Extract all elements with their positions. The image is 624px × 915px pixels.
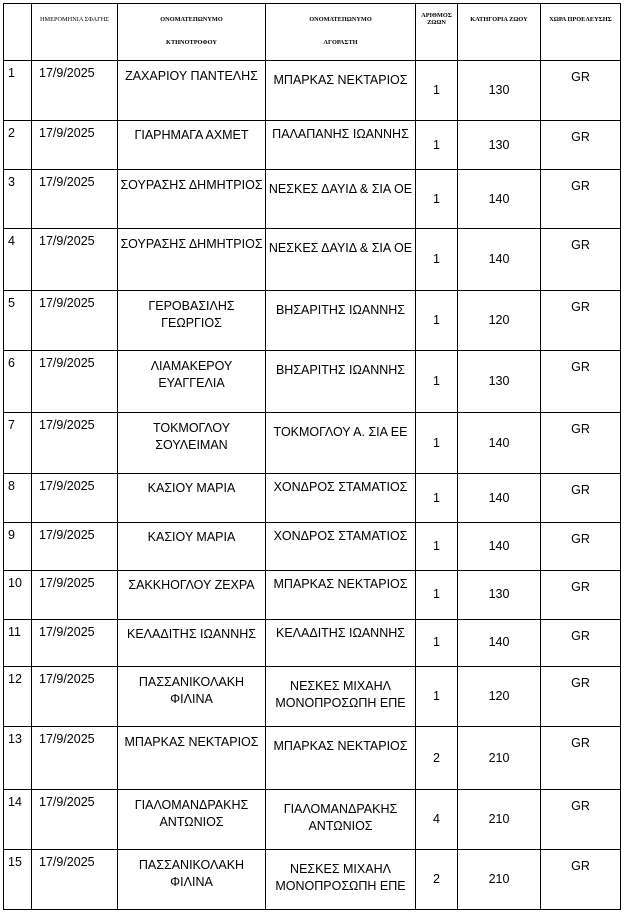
row-date: 17/9/2025 xyxy=(32,290,118,350)
row-number: 1 xyxy=(4,61,32,121)
row-animal-count: 1 xyxy=(416,351,458,413)
table-row xyxy=(4,522,621,570)
row-number: 3 xyxy=(4,169,32,228)
row-country: GR xyxy=(541,727,621,790)
row-buyer: ΝΕΣΚΕΣ ΔΑΥΙΔ & ΣΙΑ ΟΕ xyxy=(266,169,416,228)
row-animal-count: 1 xyxy=(416,571,458,619)
row-buyer: ΜΠΑΡΚΑΣ ΝΕΚΤΑΡΙΟΣ xyxy=(266,727,416,790)
header-buyer-bottom: ΑΓΟΡΑΣΤΗ xyxy=(323,39,358,46)
table-row xyxy=(4,229,621,291)
row-animal-category: 140 xyxy=(458,229,541,291)
row-country: GR xyxy=(541,571,621,619)
row-country: GR xyxy=(541,850,621,910)
row-date: 17/9/2025 xyxy=(32,850,118,910)
row-animal-category: 140 xyxy=(458,169,541,228)
header-row xyxy=(4,4,621,61)
row-date: 17/9/2025 xyxy=(32,121,118,169)
row-vendor: ΠΑΣΣΑΝΙΚΟΛΑΚΗ ΦΙΛΙΝΑ xyxy=(118,850,266,910)
row-country: GR xyxy=(541,412,621,474)
row-country: GR xyxy=(541,61,621,121)
row-country: GR xyxy=(541,290,621,350)
row-buyer: ΒΗΣΑΡΙΤΗΣ ΙΩΑΝΝΗΣ xyxy=(266,351,416,413)
row-buyer: ΧΟΝΔΡΟΣ ΣΤΑΜΑΤΙΟΣ xyxy=(266,474,416,522)
row-date: 17/9/2025 xyxy=(32,619,118,666)
row-number: 6 xyxy=(4,351,32,413)
row-country: GR xyxy=(541,229,621,291)
row-date: 17/9/2025 xyxy=(32,789,118,849)
row-animal-category: 140 xyxy=(458,619,541,666)
row-number: 5 xyxy=(4,290,32,350)
table-row xyxy=(4,619,621,666)
row-animal-count: 1 xyxy=(416,61,458,121)
row-date: 17/9/2025 xyxy=(32,727,118,790)
row-animal-category: 130 xyxy=(458,121,541,169)
row-number: 2 xyxy=(4,121,32,169)
row-animal-count: 1 xyxy=(416,666,458,726)
row-number: 10 xyxy=(4,571,32,619)
header-country xyxy=(541,4,621,61)
row-vendor: ΚΕΛΑΔΙΤΗΣ ΙΩΑΝΝΗΣ xyxy=(118,619,266,666)
table-body xyxy=(4,61,621,910)
row-vendor: ΣΟΥΡΑΣΗΣ ΔΗΜΗΤΡΙΟΣ xyxy=(118,169,266,228)
row-date: 17/9/2025 xyxy=(32,571,118,619)
header-category-label: ΚΑΤΗΓΟΡΙΑ ΖΩΟΥ xyxy=(470,15,528,23)
table-row xyxy=(4,121,621,169)
row-animal-category: 210 xyxy=(458,850,541,910)
header-count xyxy=(416,4,458,61)
row-country: GR xyxy=(541,522,621,570)
row-vendor: ΜΠΑΡΚΑΣ ΝΕΚΤΑΡΙΟΣ xyxy=(118,727,266,790)
row-number: 9 xyxy=(4,522,32,570)
row-buyer: ΜΠΑΡΚΑΣ ΝΕΚΤΑΡΙΟΣ xyxy=(266,61,416,121)
row-date: 17/9/2025 xyxy=(32,474,118,522)
row-country: GR xyxy=(541,169,621,228)
table-row xyxy=(4,290,621,350)
row-buyer: ΝΕΣΚΕΣ ΔΑΥΙΔ & ΣΙΑ ΟΕ xyxy=(266,229,416,291)
row-country: GR xyxy=(541,666,621,726)
row-animal-count: 4 xyxy=(416,789,458,849)
table-row xyxy=(4,474,621,522)
header-vendor-top: ΟΝΟΜΑΤΕΠΩΝΥΜΟ xyxy=(160,16,223,24)
row-vendor: ΖΑΧΑΡΙΟΥ ΠΑΝΤΕΛΗΣ xyxy=(118,61,266,121)
row-animal-count: 2 xyxy=(416,727,458,790)
row-animal-count: 1 xyxy=(416,522,458,570)
row-animal-category: 130 xyxy=(458,571,541,619)
row-number: 11 xyxy=(4,619,32,666)
row-buyer: ΚΕΛΑΔΙΤΗΣ ΙΩΑΝΝΗΣ xyxy=(266,619,416,666)
header-country-label: ΧΩΡΑ ΠΡΟΕΛΕΥΣΗΣ xyxy=(549,15,612,23)
row-vendor: ΚΑΣΙΟΥ ΜΑΡΙΑ xyxy=(118,474,266,522)
row-date: 17/9/2025 xyxy=(32,229,118,291)
row-buyer: ΝΕΣΚΕΣ ΜΙΧΑΗΛ ΜΟΝΟΠΡΟΣΩΠΗ ΕΠΕ xyxy=(266,850,416,910)
row-country: GR xyxy=(541,351,621,413)
row-animal-category: 130 xyxy=(458,61,541,121)
row-country: GR xyxy=(541,474,621,522)
row-number: 7 xyxy=(4,412,32,474)
row-buyer: ΤΟΚΜΟΓΛΟΥ Α. ΣΙΑ ΕΕ xyxy=(266,412,416,474)
table-row xyxy=(4,169,621,228)
row-vendor: ΣΑΚΚΗΟΓΛΟΥ ΖΕΧΡΑ xyxy=(118,571,266,619)
table-row xyxy=(4,789,621,849)
table-row xyxy=(4,351,621,413)
row-animal-count: 1 xyxy=(416,412,458,474)
header-date xyxy=(32,4,118,61)
table-row xyxy=(4,850,621,910)
header-category xyxy=(458,4,541,61)
row-animal-count: 1 xyxy=(416,121,458,169)
header-count-label: ΑΡΙΘΜΟΣ ΖΩΩΝ xyxy=(421,12,452,26)
slaughter-records-table xyxy=(3,3,621,910)
row-animal-category: 210 xyxy=(458,789,541,849)
row-buyer: ΝΕΣΚΕΣ ΜΙΧΑΗΛ ΜΟΝΟΠΡΟΣΩΠΗ ΕΠΕ xyxy=(266,666,416,726)
row-number: 15 xyxy=(4,850,32,910)
row-vendor: ΓΙΑΛΟΜΑΝΔΡΑΚΗΣ ΑΝΤΩΝΙΟΣ xyxy=(118,789,266,849)
row-animal-category: 140 xyxy=(458,474,541,522)
row-number: 4 xyxy=(4,229,32,291)
row-country: GR xyxy=(541,789,621,849)
row-number: 8 xyxy=(4,474,32,522)
row-animal-count: 1 xyxy=(416,169,458,228)
row-animal-category: 210 xyxy=(458,727,541,790)
row-date: 17/9/2025 xyxy=(32,351,118,413)
row-date: 17/9/2025 xyxy=(32,412,118,474)
row-animal-count: 1 xyxy=(416,229,458,291)
row-animal-category: 140 xyxy=(458,412,541,474)
row-animal-count: 1 xyxy=(416,290,458,350)
row-country: GR xyxy=(541,121,621,169)
row-date: 17/9/2025 xyxy=(32,522,118,570)
table-row xyxy=(4,727,621,790)
row-date: 17/9/2025 xyxy=(32,666,118,726)
header-date-label: ΗΜΕΡΟΜΗΝΙΑ ΣΦΑΓΗΣ xyxy=(40,15,109,23)
row-vendor: ΤΟΚΜΟΓΛΟΥ ΣΟΥΛΕΙΜΑΝ xyxy=(118,412,266,474)
row-buyer: ΠΑΛΑΠΑΝΗΣ ΙΩΑΝΝΗΣ xyxy=(266,121,416,169)
row-number: 14 xyxy=(4,789,32,849)
table-row xyxy=(4,666,621,726)
header-buyer-top: ΟΝΟΜΑΤΕΠΩΝΥΜΟ xyxy=(309,16,372,24)
header-vendor xyxy=(118,4,266,61)
row-animal-count: 1 xyxy=(416,474,458,522)
header-buyer xyxy=(266,4,416,61)
row-animal-count: 2 xyxy=(416,850,458,910)
row-animal-category: 120 xyxy=(458,290,541,350)
row-vendor: ΣΟΥΡΑΣΗΣ ΔΗΜΗΤΡΙΟΣ xyxy=(118,229,266,291)
row-date: 17/9/2025 xyxy=(32,61,118,121)
row-animal-category: 130 xyxy=(458,351,541,413)
row-date: 17/9/2025 xyxy=(32,169,118,228)
row-animal-category: 120 xyxy=(458,666,541,726)
header-vendor-bottom: ΚΤΗΝΟΤΡΟΦΟΥ xyxy=(166,39,217,46)
row-vendor: ΚΑΣΙΟΥ ΜΑΡΙΑ xyxy=(118,522,266,570)
table-row xyxy=(4,571,621,619)
row-buyer: ΓΙΑΛΟΜΑΝΔΡΑΚΗΣ ΑΝΤΩΝΙΟΣ xyxy=(266,789,416,849)
row-vendor: ΛΙΑΜΑΚΕΡΟΥ ΕΥΑΓΓΕΛΙΑ xyxy=(118,351,266,413)
row-buyer: ΧΟΝΔΡΟΣ ΣΤΑΜΑΤΙΟΣ xyxy=(266,522,416,570)
table-row xyxy=(4,412,621,474)
row-vendor: ΓΕΡΟΒΑΣΙΛΗΣ ΓΕΩΡΓΙΟΣ xyxy=(118,290,266,350)
row-country: GR xyxy=(541,619,621,666)
row-vendor: ΠΑΣΣΑΝΙΚΟΛΑΚΗ ΦΙΛΙΝΑ xyxy=(118,666,266,726)
row-buyer: ΒΗΣΑΡΙΤΗΣ ΙΩΑΝΝΗΣ xyxy=(266,290,416,350)
row-vendor: ΓΙΑΡΗΜΑΓΑ ΑΧΜΕΤ xyxy=(118,121,266,169)
row-number: 12 xyxy=(4,666,32,726)
row-animal-count: 1 xyxy=(416,619,458,666)
row-animal-category: 140 xyxy=(458,522,541,570)
row-buyer: ΜΠΑΡΚΑΣ ΝΕΚΤΑΡΙΟΣ xyxy=(266,571,416,619)
header-index xyxy=(4,4,32,61)
row-number: 13 xyxy=(4,727,32,790)
table-row xyxy=(4,61,621,121)
